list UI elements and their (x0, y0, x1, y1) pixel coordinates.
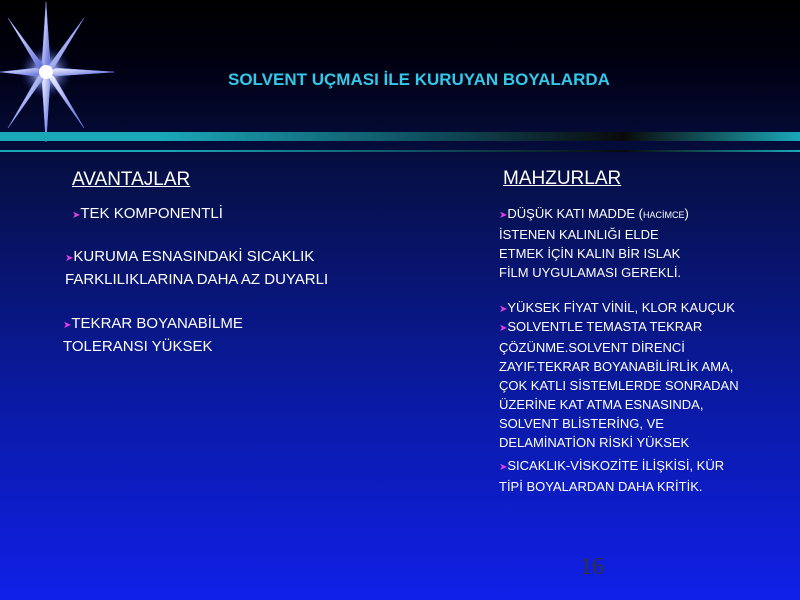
advantage-item: ➤TEK KOMPONENTLİ (72, 205, 223, 222)
bullet-arrow-icon: ➤ (72, 210, 81, 221)
bullet-arrow-icon: ➤ (499, 323, 508, 334)
disadvantage-item: ➤SICAKLIK-VİSKOZİTE İLİŞKİSİ, KÜR TİPİ BOYALARDAN DAHA KRİTİK. (499, 458, 725, 494)
starburst-icon (0, 0, 120, 150)
bullet-arrow-icon: ➤ (63, 320, 72, 331)
bullet-arrow-icon: ➤ (499, 210, 508, 221)
advantages-heading: AVANTAJLAR (72, 169, 191, 190)
divider-bar (0, 132, 800, 141)
advantage-item: ➤KURUMA ESNASINDAKİ SICAKLIK FARKLILIKLARINA DAHA AZ DUYARLI (65, 248, 329, 288)
bullet-arrow-icon: ➤ (499, 462, 508, 473)
bullet-arrow-icon: ➤ (65, 253, 74, 264)
divider-line (0, 150, 800, 152)
advantage-item: ➤TEKRAR BOYANABİLME TOLERANSI YÜKSEK (63, 315, 243, 355)
disadvantages-heading: MAHZURLAR (503, 168, 622, 189)
slide-title: SOLVENT UÇMASI İLE KURUYAN BOYALARDA (228, 70, 610, 89)
disadvantage-item: ➤SOLVENTLE TEMASTA TEKRAR ÇÖZÜNME.SOLVENT DİRENCİ ZAYIF.TEKRAR BOYANABİLİRLİK AMA, ÇOK KATLI SİSTEMLERDE SONRADAN ÜZERİNE KAT ATMA ESNASINDA, SOLVENT BLİSTERİNG, VE DELAMİNATİON RİSKİ YÜKSEK (499, 319, 739, 450)
disadvantage-item: ➤YÜKSEK FİYAT VİNİL, KLOR KAUÇUK (499, 300, 735, 315)
disadvantage-item: ➤DÜŞÜK KATI MADDE (HACİMCE) İSTENEN KALINLIĞI ELDE ETMEK İÇİN KALIN BİR ISLAK FİLM UYGULAMASI GEREKLİ. (499, 206, 689, 280)
bullet-arrow-icon: ➤ (499, 304, 508, 315)
page-number: 16 (580, 554, 604, 580)
